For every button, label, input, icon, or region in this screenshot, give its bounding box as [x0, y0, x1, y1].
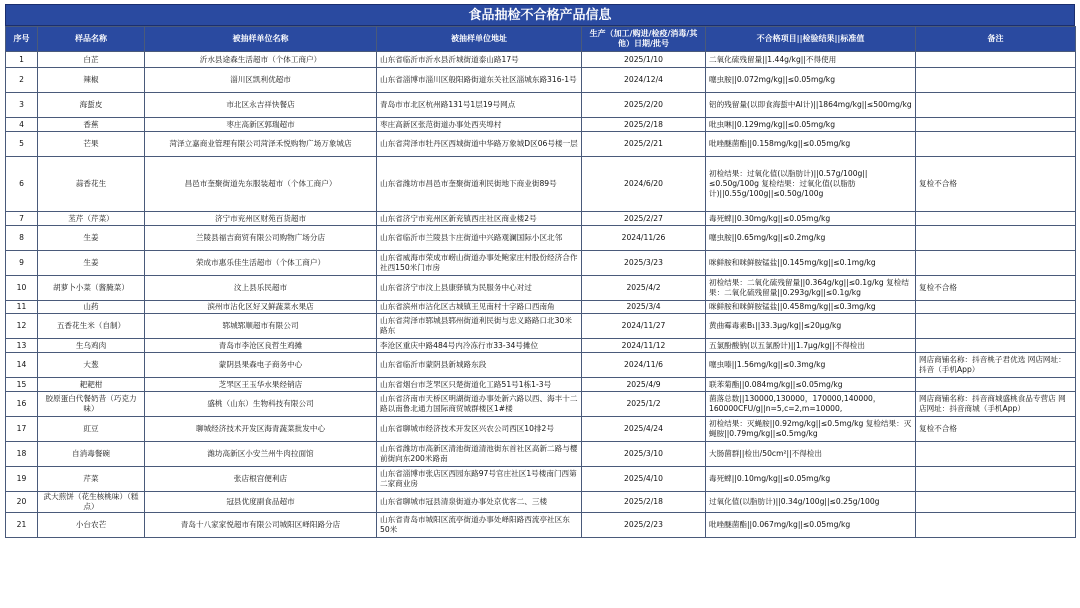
cell-item: 大肠菌群||检出/50cm²||不得检出: [706, 442, 916, 467]
cell-date: 2025/2/18: [582, 492, 706, 513]
cell-note: [916, 301, 1076, 314]
page-title: 食品抽检不合格产品信息: [5, 4, 1075, 26]
cell-unit-name: 张店根宫便利店: [145, 467, 377, 492]
cell-unit-name: 冠县优度副食品超市: [145, 492, 377, 513]
cell-unit-name: 潍坊高新区小安兰州牛肉拉面馆: [145, 442, 377, 467]
table-row: [6, 513, 1076, 538]
cell-unit-name: 汶上县乐民超市: [145, 276, 377, 301]
cell-unit-name: 青岛十八家家悦超市有限公司城阳区峄阳路分店: [145, 513, 377, 538]
cell-no: 11: [6, 301, 38, 314]
cell-note: 网店商铺名称：抖音桃子君优选 网店网址：抖音（手机App）: [916, 353, 1076, 378]
cell-unit-address: 山东省青岛市城阳区流亭街道办事处峄阳路西流亭社区东50米: [377, 513, 582, 538]
cell-sample-name: 自消毒餐碗: [38, 442, 145, 467]
cell-unit-name: 荣成市惠乐佳生活超市（个体工商户）: [145, 251, 377, 276]
col-header-item: 不合格项目||检验结果||标准值: [706, 27, 916, 52]
cell-unit-name: 滨州市沾化区好又鲜蔬菜水果店: [145, 301, 377, 314]
cell-sample-name: 香蕉: [38, 118, 145, 132]
cell-note: [916, 378, 1076, 392]
cell-no: 21: [6, 513, 38, 538]
col-header-sample-name: 样品名称: [38, 27, 145, 52]
cell-note: [916, 492, 1076, 513]
cell-date: 2025/2/21: [582, 132, 706, 157]
cell-sample-name: 耙耙柑: [38, 378, 145, 392]
table-row: [6, 52, 1076, 68]
cell-note: [916, 314, 1076, 339]
cell-item: 咪鲜胺和咪鲜胺锰盐||0.145mg/kg||≤0.1mg/kg: [706, 251, 916, 276]
cell-sample-name: 苤芹（芹菜）: [38, 212, 145, 226]
cell-unit-address: 山东省烟台市芝罘区只楚街道化工路51号1栋1-3号: [377, 378, 582, 392]
cell-item: 联苯菊酯||0.084mg/kg||≤0.05mg/kg: [706, 378, 916, 392]
cell-item: 初检结果：灭蝇胺||0.92mg/kg||≤0.5mg/kg 复检结果：灭蝇胺||0.79mg/kg||≤0.5mg/kg: [706, 417, 916, 442]
table-row: [6, 276, 1076, 301]
cell-unit-name: 蒙阴县果森电子商务中心: [145, 353, 377, 378]
cell-sample-name: 胡萝卜小菜（酱腌菜）: [38, 276, 145, 301]
report-container: [5, 4, 1075, 538]
results-table: [5, 26, 1076, 538]
cell-note: [916, 118, 1076, 132]
cell-unit-address: 山东省菏泽市牡丹区西城街道中华路万象城D区06号楼一层: [377, 132, 582, 157]
cell-note: 复检不合格: [916, 417, 1076, 442]
cell-item: 毒死蜱||0.10mg/kg||≤0.05mg/kg: [706, 467, 916, 492]
cell-sample-name: 大葱: [38, 353, 145, 378]
cell-unit-name: 聊城经济技术开发区海青蔬菜批发中心: [145, 417, 377, 442]
cell-note: [916, 132, 1076, 157]
cell-item: 噻虫嗪||1.56mg/kg||≤0.3mg/kg: [706, 353, 916, 378]
cell-sample-name: 小台农芒: [38, 513, 145, 538]
cell-unit-name: 枣庄高新区郭瑞超市: [145, 118, 377, 132]
cell-date: 2025/3/23: [582, 251, 706, 276]
cell-no: 20: [6, 492, 38, 513]
cell-unit-name: 淄川区凯利优超市: [145, 68, 377, 93]
cell-item: 吡虫啉||0.129mg/kg||≤0.05mg/kg: [706, 118, 916, 132]
col-header-unit-name: 被抽样单位名称: [145, 27, 377, 52]
cell-unit-address: 山东省滨州市沾化区古城镇王见南村十字路口西南角: [377, 301, 582, 314]
cell-date: 2024/12/4: [582, 68, 706, 93]
cell-no: 1: [6, 52, 38, 68]
cell-note: [916, 68, 1076, 93]
col-header-unit-address: 被抽样单位地址: [377, 27, 582, 52]
cell-no: 2: [6, 68, 38, 93]
cell-sample-name: 武大煎饼（花生核桃味）（糕点）: [38, 492, 145, 513]
cell-date: 2025/2/20: [582, 93, 706, 118]
cell-sample-name: 胶原蛋白代餐奶昔（巧克力味）: [38, 392, 145, 417]
cell-no: 9: [6, 251, 38, 276]
col-header-date: 生产（加工/购进/检疫/消毒/其他）日期/批号: [582, 27, 706, 52]
cell-item: 菌落总数||130000,130000，170000,140000，160000CFU/g||n=5,c=2,m=10000,: [706, 392, 916, 417]
cell-date: 2024/11/27: [582, 314, 706, 339]
cell-date: 2025/4/9: [582, 378, 706, 392]
cell-item: 毒死蜱||0.30mg/kg||≤0.05mg/kg: [706, 212, 916, 226]
cell-unit-address: 山东省淄博市张店区西园东路97号官庄社区1号楼南门西第二家商业房: [377, 467, 582, 492]
cell-date: 2024/11/6: [582, 353, 706, 378]
table-row: [6, 157, 1076, 212]
cell-no: 12: [6, 314, 38, 339]
cell-sample-name: 白芷: [38, 52, 145, 68]
cell-sample-name: 芒果: [38, 132, 145, 157]
table-body: [6, 52, 1076, 538]
cell-unit-name: 市北区永吉祥快餐店: [145, 93, 377, 118]
cell-date: 2025/3/4: [582, 301, 706, 314]
cell-unit-address: 山东省聊城市经济技术开发区兴农公司西区10排2号: [377, 417, 582, 442]
cell-unit-name: 盛桃（山东）生物科技有限公司: [145, 392, 377, 417]
cell-date: 2025/4/2: [582, 276, 706, 301]
cell-note: [916, 52, 1076, 68]
table-row: [6, 68, 1076, 93]
table-row: [6, 226, 1076, 251]
cell-no: 18: [6, 442, 38, 467]
cell-date: 2024/11/12: [582, 339, 706, 353]
cell-note: [916, 93, 1076, 118]
table-header-row: [6, 27, 1076, 52]
cell-note: [916, 251, 1076, 276]
cell-no: 3: [6, 93, 38, 118]
cell-item: 二氧化硫残留量||1.44g/kg||不得使用: [706, 52, 916, 68]
cell-note: [916, 442, 1076, 467]
table-row: [6, 339, 1076, 353]
cell-item: 噻虫胺||0.65mg/kg||≤0.2mg/kg: [706, 226, 916, 251]
cell-sample-name: 五香花生米（自制）: [38, 314, 145, 339]
cell-item: 初检结果：二氧化硫残留量||0.364g/kg||≤0.1g/kg 复检结果：二氧化硫残留量||0.293g/kg||≤0.1g/kg: [706, 276, 916, 301]
cell-unit-name: 兰陵县福吉商贸有限公司购物广场分店: [145, 226, 377, 251]
table-row: [6, 492, 1076, 513]
col-header-note: 备注: [916, 27, 1076, 52]
table-row: [6, 132, 1076, 157]
cell-unit-address: 山东省济南市天桥区明湖街道办事处新六路以西、海丰十二路以南鲁北通力国际商贸城群楼区1#楼: [377, 392, 582, 417]
cell-unit-address: 山东省潍坊市高新区清池街道清池街东首社区高新二路与樱前街向东200米路南: [377, 442, 582, 467]
cell-date: 2025/1/2: [582, 392, 706, 417]
cell-note: [916, 212, 1076, 226]
cell-date: 2025/2/18: [582, 118, 706, 132]
cell-no: 8: [6, 226, 38, 251]
cell-date: 2025/2/27: [582, 212, 706, 226]
cell-item: 过氧化值(以脂肪计)||0.34g/100g||≤0.25g/100g: [706, 492, 916, 513]
cell-note: 复检不合格: [916, 276, 1076, 301]
cell-no: 13: [6, 339, 38, 353]
cell-unit-address: 山东省临沂市兰陵县卞庄街道中兴路观澜国际小区北邻: [377, 226, 582, 251]
cell-sample-name: 生乌鸡肉: [38, 339, 145, 353]
table-row: [6, 467, 1076, 492]
cell-date: 2025/2/23: [582, 513, 706, 538]
cell-item: 五氯酚酸钠(以五氯酚计)||1.7μg/kg||不得检出: [706, 339, 916, 353]
cell-item: 噻虫胺||0.072mg/kg||≤0.05mg/kg: [706, 68, 916, 93]
cell-date: 2024/6/20: [582, 157, 706, 212]
cell-note: [916, 226, 1076, 251]
col-header-no: 序号: [6, 27, 38, 52]
cell-sample-name: 芹菜: [38, 467, 145, 492]
cell-sample-name: 蒜香花生: [38, 157, 145, 212]
cell-unit-address: 山东省济宁市汶上县康驿镇为民服务中心对过: [377, 276, 582, 301]
cell-note: 网店商铺名称：抖音商城盛桃食品专营店 网店网址：抖音商城（手机App）: [916, 392, 1076, 417]
table-row: [6, 442, 1076, 467]
cell-sample-name: 生姜: [38, 226, 145, 251]
cell-note: [916, 467, 1076, 492]
cell-unit-name: 沂水县途森生活超市（个体工商户）: [145, 52, 377, 68]
table-row: [6, 301, 1076, 314]
cell-unit-address: 山东省淄博市淄川区般阳路街道东关社区淄城东路316-1号: [377, 68, 582, 93]
cell-date: 2025/3/10: [582, 442, 706, 467]
cell-unit-address: 山东省菏泽市郓城县郓州街道利民街与忠义路路口北30米路东: [377, 314, 582, 339]
cell-date: 2025/4/10: [582, 467, 706, 492]
table-row: [6, 118, 1076, 132]
cell-unit-address: 李沧区重庆中路484号内冷冻行市33-34号摊位: [377, 339, 582, 353]
cell-date: 2024/11/26: [582, 226, 706, 251]
cell-unit-address: 枣庄高新区张范街道办事处西夹埠村: [377, 118, 582, 132]
cell-note: [916, 339, 1076, 353]
cell-no: 5: [6, 132, 38, 157]
cell-no: 14: [6, 353, 38, 378]
cell-item: 吡唑醚菌酯||0.067mg/kg||≤0.05mg/kg: [706, 513, 916, 538]
cell-unit-address: 山东省临沂市蒙阴县新城路东段: [377, 353, 582, 378]
cell-unit-address: 青岛市市北区杭州路131号1层19号网点: [377, 93, 582, 118]
cell-sample-name: 山药: [38, 301, 145, 314]
cell-unit-name: 郓城郓顺超市有限公司: [145, 314, 377, 339]
cell-no: 6: [6, 157, 38, 212]
cell-sample-name: 海蜇皮: [38, 93, 145, 118]
cell-item: 初检结果：过氧化值(以脂肪计)||0.57g/100g||≤0.50g/100g 复检结果：过氧化值(以脂肪计)||0.55g/100g||≤0.50g/100g: [706, 157, 916, 212]
cell-item: 铝的残留量(以即食海蜇中Al计)||1864mg/kg||≤500mg/kg: [706, 93, 916, 118]
cell-no: 16: [6, 392, 38, 417]
cell-item: 吡唑醚菌酯||0.158mg/kg||≤0.05mg/kg: [706, 132, 916, 157]
table-row: [6, 353, 1076, 378]
table-row: [6, 378, 1076, 392]
cell-no: 4: [6, 118, 38, 132]
cell-note: [916, 513, 1076, 538]
table-row: [6, 392, 1076, 417]
table-row: [6, 93, 1076, 118]
cell-unit-name: 芝罘区王玉华水果经销店: [145, 378, 377, 392]
cell-unit-address: 山东省威海市荣成市崂山街道办事处鲍家庄村股份经济合作社西150米门市房: [377, 251, 582, 276]
cell-date: 2025/1/10: [582, 52, 706, 68]
cell-sample-name: 辣椒: [38, 68, 145, 93]
table-row: [6, 251, 1076, 276]
cell-unit-name: 济宁市兖州区财苑百货超市: [145, 212, 377, 226]
cell-unit-name: 青岛市李沧区良哲生鸡摊: [145, 339, 377, 353]
cell-no: 7: [6, 212, 38, 226]
cell-sample-name: 豇豆: [38, 417, 145, 442]
cell-unit-name: 菏泽立嘉商业管理有限公司菏泽禾悦购物广场万象城店: [145, 132, 377, 157]
cell-date: 2025/4/24: [582, 417, 706, 442]
cell-no: 17: [6, 417, 38, 442]
table-row: [6, 212, 1076, 226]
cell-unit-address: 山东省临沂市沂水县沂城街道泰山路17号: [377, 52, 582, 68]
table-row: [6, 314, 1076, 339]
cell-no: 15: [6, 378, 38, 392]
cell-unit-name: 昌邑市奎聚街道先东服装超市（个体工商户）: [145, 157, 377, 212]
cell-unit-address: 山东省济宁市兖州区新兖镇西庄社区商业楼2号: [377, 212, 582, 226]
cell-note: 复检不合格: [916, 157, 1076, 212]
cell-no: 10: [6, 276, 38, 301]
cell-no: 19: [6, 467, 38, 492]
cell-sample-name: 生姜: [38, 251, 145, 276]
cell-unit-address: 山东省聊城市冠县清泉街道办事处京优客二、三楼: [377, 492, 582, 513]
table-row: [6, 417, 1076, 442]
cell-item: 咪鲜胺和咪鲜胺锰盐||0.458mg/kg||≤0.3mg/kg: [706, 301, 916, 314]
cell-unit-address: 山东省潍坊市昌邑市奎聚街道利民街地下商业街89号: [377, 157, 582, 212]
cell-item: 黄曲霉毒素B₁||33.3μg/kg||≤20μg/kg: [706, 314, 916, 339]
